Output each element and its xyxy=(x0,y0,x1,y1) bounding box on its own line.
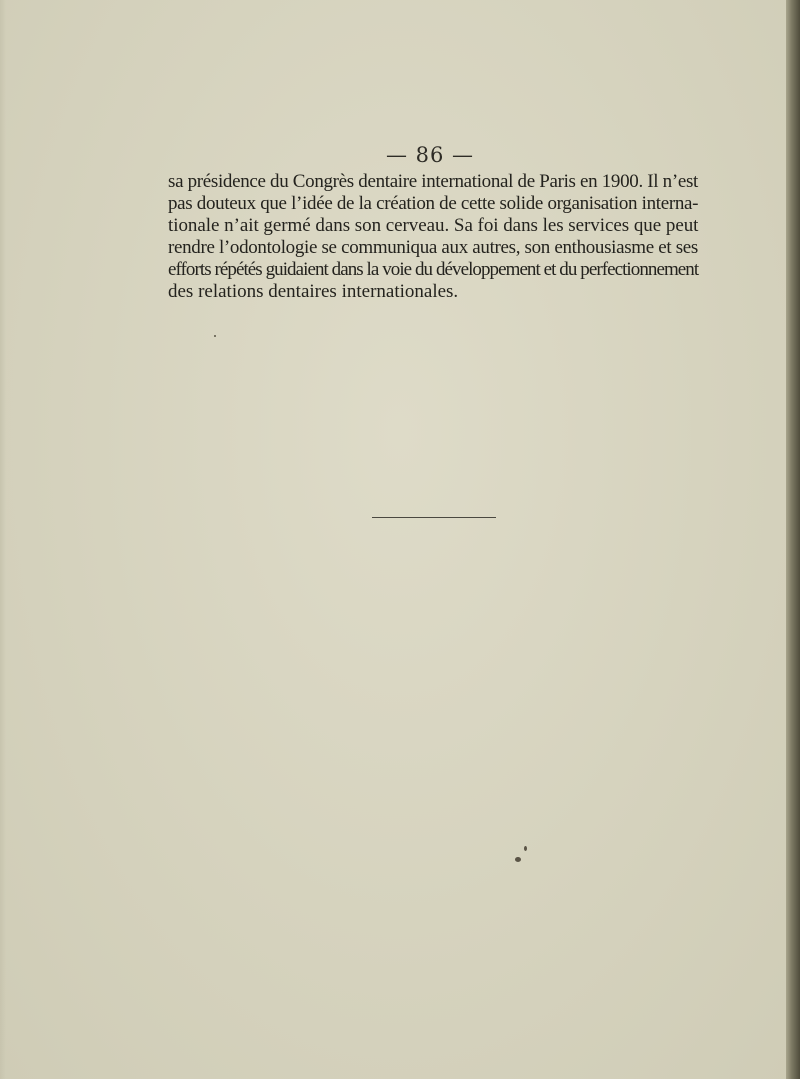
paragraph-line-1: sa présidence du Congrès dentaire international de Paris en 1900. Il n’est xyxy=(168,171,698,192)
body-paragraph xyxy=(168,171,698,303)
paragraph-line-6: des relations dentaires internationales. xyxy=(168,281,459,302)
ink-speck xyxy=(515,857,521,862)
paragraph-line-2: pas douteux que l’idée de la création de cette solide organisation interna- xyxy=(168,193,699,214)
section-separator-rule xyxy=(372,517,496,518)
paragraph-line-4: rendre l’odontologie se communiqua aux autres, son enthousiasme et ses xyxy=(168,237,698,258)
paragraph-line-5: efforts répétés guidaient dans la voie du développement et du perfectionnement xyxy=(168,259,699,280)
paragraph-line-3: tionale n’ait germé dans son cerveau. Sa foi dans les services que peut xyxy=(168,215,699,236)
ink-speck xyxy=(524,846,527,851)
page-number: — 86 — xyxy=(385,143,475,167)
ink-speck xyxy=(214,335,216,337)
